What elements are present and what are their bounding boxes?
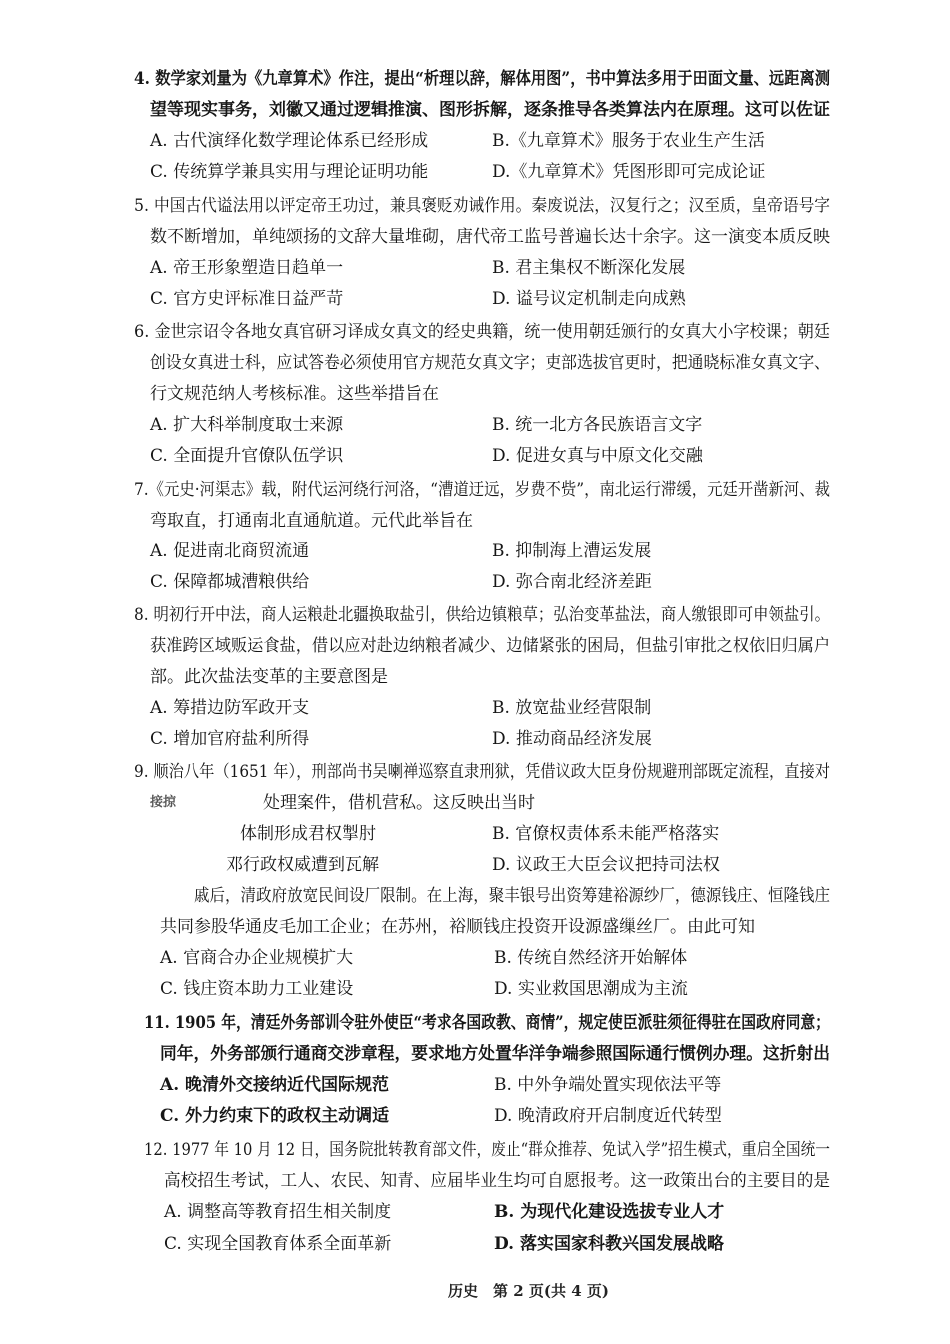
question-11-stem-line-2: 同年，外务部颁行通商交涉章程，要求地方处置华洋争端参照国际通行惯例办理。这折射出 [160,1044,831,1064]
question-6-option-a[interactable]: A. 扩大科举制度取士来源 [150,415,344,435]
question-9-option-a[interactable]: 体制形成君权掣肘 [240,824,376,844]
question-12-option-d[interactable]: D. 落实国家科教兴国发展战略 [494,1234,724,1254]
question-7-option-d[interactable]: D. 弥合南北经济差距 [492,572,652,592]
question-5-stem-line-1: 5. 中国古代谥法用以评定帝王功过，兼具褒贬劝诫作用。秦废说法，汉复行之；汉至质，皇帝语号字 [134,196,831,216]
question-7-option-a[interactable]: A. 促进南北商贸流通 [150,541,310,561]
question-10-option-b[interactable]: B. 传统自然经济开始解体 [494,948,688,968]
question-5-option-a[interactable]: A. 帝王形象塑造日趋单一 [150,258,344,278]
question-12-option-b[interactable]: B. 为现代化建设选拔专业人才 [494,1202,725,1222]
question-7-stem-line-1: 7.《元史·河渠志》载，附代运河绕行河洛，“漕道迂远，岁费不赀”，南北运行滞缓，元廷开凿新河、裁 [134,480,831,500]
question-11-option-c[interactable]: C. 外力约束下的政权主动调适 [160,1106,390,1126]
question-9-fragment: 接掠 [150,795,177,810]
question-7-option-c[interactable]: C. 保障都城漕粮供给 [150,572,310,592]
question-12-stem-line-1: 12. 1977 年 10 月 12 日，国务院批转教育部文件，废止“群众推荐、免试入学”招生模式，重启全国统一 [144,1140,831,1160]
question-4-option-a[interactable]: A. 古代演绎化数学理论体系已经形成 [150,131,429,151]
question-4-option-d[interactable]: D.《九章算术》凭图形即可完成论证 [492,162,766,182]
question-5-stem-line-2: 数不断增加，单纯颂扬的文辞大量堆砌，唐代帝工监号普遍长达十余字。这一演变本质反映 [150,227,830,247]
question-10-option-d[interactable]: D. 实业救国思潮成为主流 [494,979,688,999]
question-6-option-c[interactable]: C. 全面提升官僚队伍学识 [150,446,344,466]
question-9-stem-line-2: 处理案件，借机营私。这反映出当时 [263,793,535,813]
question-10-stem-line-2: 共同参股华通皮毛加工企业；在苏州，裕顺钱庄投资开设源盛缫丝厂。由此可知 [160,917,755,937]
question-4-option-b[interactable]: B.《九章算术》服务于农业生产生活 [492,131,765,151]
question-8-stem-line-2: 获准跨区域贩运食盐，借以应对赴边纳粮者减少、边储紧张的困局，但盐引审批之权依旧归属户 [150,636,831,656]
question-9-option-b[interactable]: B. 官僚权责体系未能严格落实 [492,824,720,844]
question-6-option-d[interactable]: D. 促进女真与中原文化交融 [492,446,703,466]
question-5-option-b[interactable]: B. 君主集权不断深化发展 [492,258,686,278]
page-footer: 历史 第 2 页(共 4 页) [448,1282,609,1300]
question-12-option-c[interactable]: C. 实现全国教育体系全面革新 [164,1234,392,1254]
question-5-option-c[interactable]: C. 官方史评标准日益严苛 [150,289,344,309]
question-6-stem-line-2: 创设女真进士科，应试答卷必须使用官方规范女真文字；吏部选拔官更时，把通晓标准女真文字、 [150,353,830,373]
question-7-option-b[interactable]: B. 抑制海上漕运发展 [492,541,652,561]
question-10-option-c[interactable]: C. 钱庄资本助力工业建设 [160,979,354,999]
question-9-option-c[interactable]: 邓行政权威遭到瓦解 [226,855,379,875]
question-8-stem-line-1: 8. 明初行开中法，商人运粮赴北疆换取盐引，供给边镇粮草；弘治变革盐法，商人缴银即可申领盐引。 [134,605,830,625]
question-12-option-a[interactable]: A. 调整高等教育招生相关制度 [164,1202,392,1222]
question-6-stem-line-1: 6. 金世宗诏令各地女真官研习译成女真文的经史典籍，统一使用朝廷颁行的女真大小字校课；朝廷 [134,322,830,342]
question-7-stem-line-2: 弯取直，打通南北直通航道。元代此举旨在 [150,511,473,531]
question-4-stem-line-2: 望等现实事务，刘徽又通过逻辑推演、图形拆解，逐条推导各类算法内在原理。这可以佐证 [150,100,830,120]
question-9-stem-line-1: 9. 顺治八年（1651 年），刑部尚书吴喇禅巡察直隶刑狱，凭借议政大臣身份规避刑部既定流程，直接对 [134,762,830,782]
question-4-stem-line-1: 4. 数学家刘量为《九章算术》作注，提出“析理以辞，解体用图”，书中算法多用于田面文量、远距离测 [134,69,831,89]
question-5-option-d[interactable]: D. 谥号议定机制走向成熟 [492,289,686,309]
question-11-option-a[interactable]: A. 晚清外交接纳近代国际规范 [160,1075,390,1095]
question-4-option-c[interactable]: C. 传统算学兼具实用与理论证明功能 [150,162,429,182]
question-10-stem-line-1: 戚后，清政府放宽民间设厂限制。在上海，聚丰银号出资筹建裕源纱厂，德源钱庄、恒隆钱庄 [194,886,831,906]
question-8-option-c[interactable]: C. 增加官府盐利所得 [150,729,310,749]
question-8-option-a[interactable]: A. 筹措边防军政开支 [150,698,310,718]
question-11-option-d[interactable]: D. 晚清政府开启制度近代转型 [494,1106,722,1126]
question-8-stem-line-3: 部。此次盐法变革的主要意图是 [150,667,388,687]
question-6-option-b[interactable]: B. 统一北方各民族语言文字 [492,415,703,435]
question-6-stem-line-3: 行文规范纳人考核标准。这些举措旨在 [150,384,439,404]
question-8-option-d[interactable]: D. 推动商品经济发展 [492,729,652,749]
question-11-stem-line-1: 11. 1905 年，清廷外务部训令驻外使臣“考求各国政教、商情”，规定使臣派驻须征得驻在国政府同意； [144,1013,830,1033]
question-8-option-b[interactable]: B. 放宽盐业经营限制 [492,698,652,718]
question-10-option-a[interactable]: A. 官商合办企业规模扩大 [160,948,354,968]
question-9-option-d[interactable]: D. 议政王大臣会议把持司法权 [492,855,720,875]
question-11-option-b[interactable]: B. 中外争端处置实现依法平等 [494,1075,722,1095]
question-12-stem-line-2: 高校招生考试，工人、农民、知青、应届毕业生均可自愿报考。这一政策出台的主要目的是 [164,1171,830,1191]
